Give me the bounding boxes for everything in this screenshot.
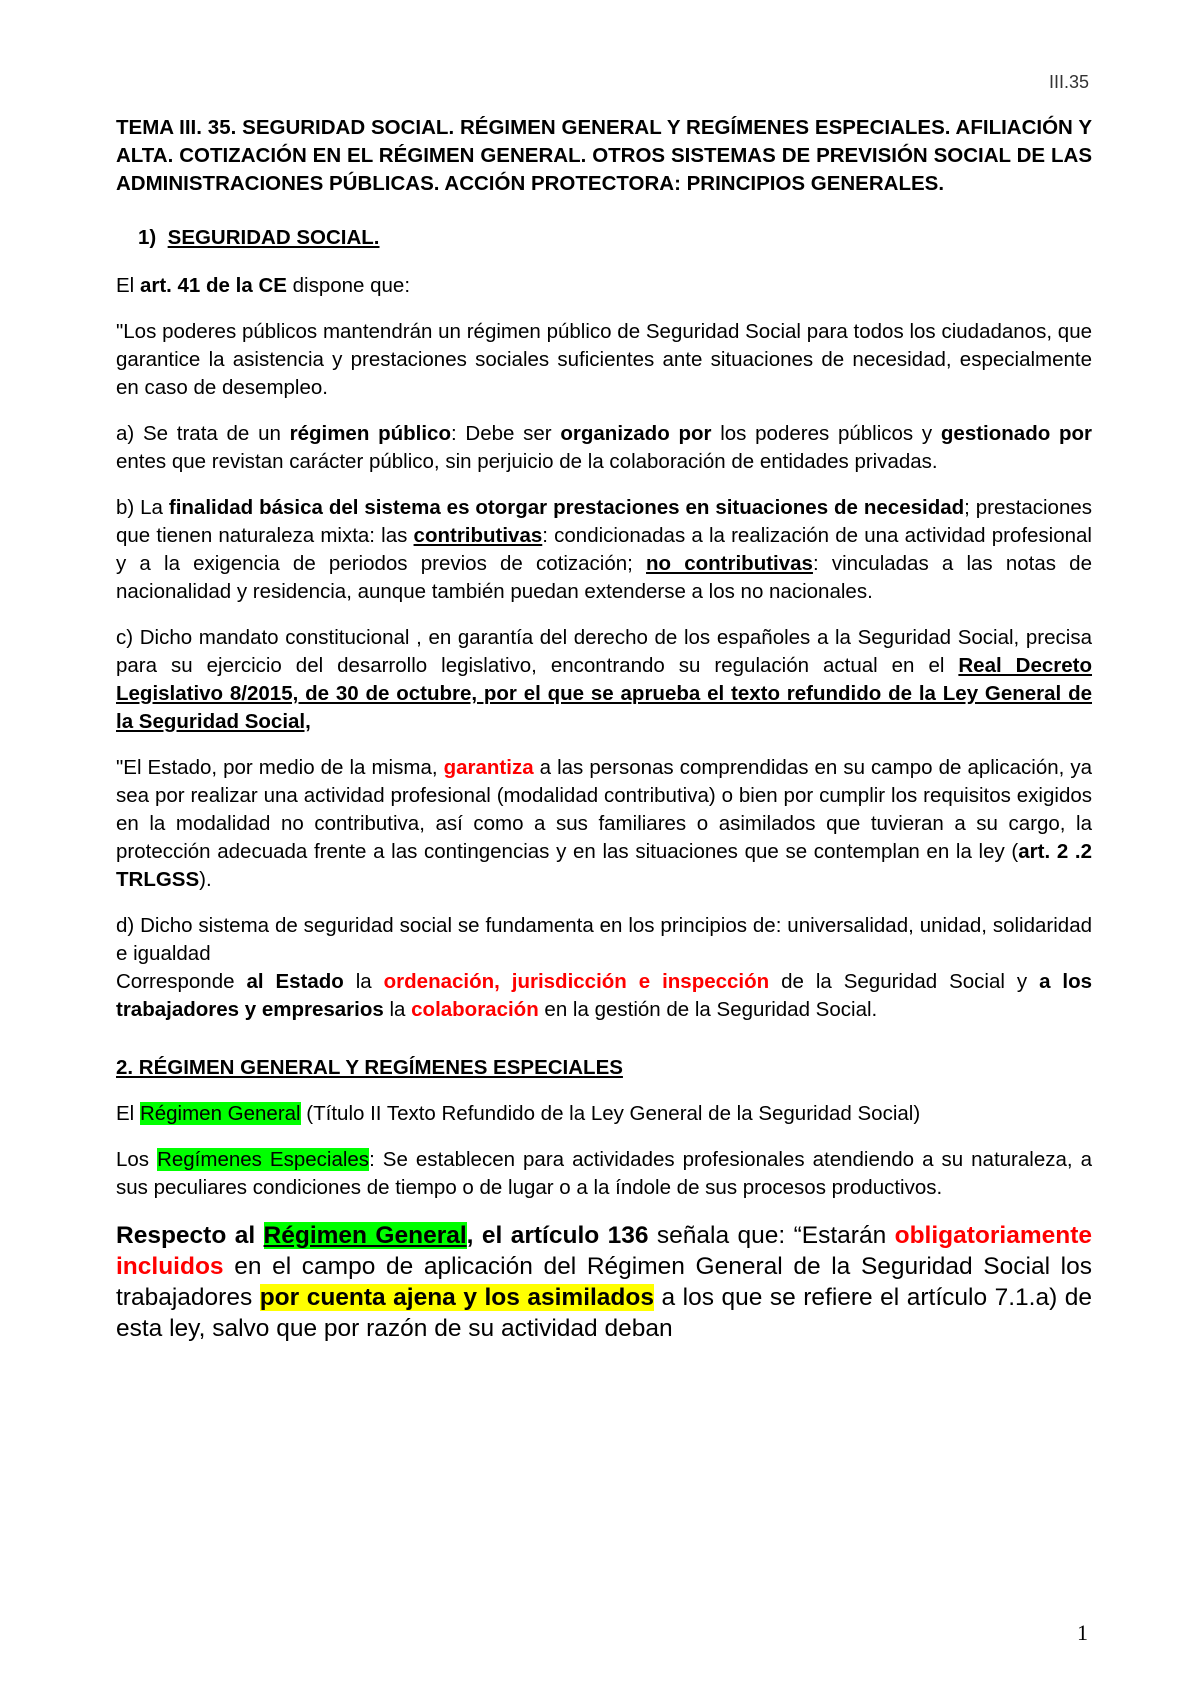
- document-body: [116, 114, 1092, 1362]
- law-reference: Real Decreto Legislativo 8/2015, de 30 de octubre, por el que se aprueba el texto refundido de la Ley General de la Seguridad Social,: [116, 654, 1092, 733]
- section-1-heading: [138, 224, 1092, 252]
- document-title: TEMA III. 35. SEGURIDAD SOCIAL. RÉGIMEN GENERAL Y REGÍMENES ESPECIALES. AFILIACIÓN Y ALTA. COTIZACIÓN EN EL RÉGIMEN GENERAL. OTROS SISTEMAS DE PREVISIÓN SOCIAL DE LAS ADMINISTRACIONES PÚBLICAS. ACCIÓN PROTECTORA: PRINCIPIOS GENERALES.: [116, 116, 1092, 195]
- state-quote: "El Estado, por medio de la misma, garantiza a las personas comprendidas en su campo de aplicación, ya sea por realizar una actividad profesional (modalidad contributiva) o bien por cumplir los requisitos exigidos en la modalidad no contributiva, así como a sus familiares o asimilados que tuvieran a su cargo, la protección adecuada frente a las contingencias y en las situaciones que se contemplan en la ley (art. 2 .2 TRLGSS).: [116, 756, 1093, 891]
- regimenes-especiales-paragraph: Los Regímenes Especiales: Se establecen para actividades profesionales atendiendo a su naturaleza, a sus peculiares condiciones de tiempo o de lugar o a la índole de sus procesos productivos.: [116, 1148, 1092, 1199]
- section-1-number: 1): [138, 226, 157, 249]
- header-reference: III.35: [1048, 72, 1089, 92]
- paragraph-d: d) Dicho sistema de seguridad social se fundamenta en los principios de: universalidad, unidad, solidaridad e igualdad: [116, 914, 1092, 965]
- section-2-heading: 2. RÉGIMEN GENERAL Y REGÍMENES ESPECIALES: [116, 1056, 623, 1079]
- paragraph-a: a) Se trata de un régimen público: Debe ser organizado por los poderes públicos y gestionado por entes que revistan carácter público, sin perjuicio de la colaboración de entidades privadas.: [116, 422, 1092, 473]
- article-136-paragraph: Respecto al Régimen General, el artículo 136 señala que: “Estarán obligatoriamente incluidos en el campo de aplicación del Régimen General de la Seguridad Social los trabajadores por cuenta ajena y los asimilados a los que se refiere el artículo 7.1.a) de esta ley, salvo que por razón de su actividad deban: [116, 1222, 1093, 1342]
- paragraph-c: c) Dicho mandato constitucional , en garantía del derecho de los españoles a la Seguridad Social, precisa para su ejercicio del desarrollo legislativo, encontrando su regulación actual en el Real Decreto Legislativo 8/2015, de 30 de octubre, por el que se aprueba el texto refundido de la Ley General de la Seguridad Social,: [116, 626, 1092, 733]
- constitution-quote: "Los poderes públicos mantendrán un régimen público de Seguridad Social para todos los ciudadanos, que garantice la asistencia y prestaciones sociales suficientes ante situaciones de necesidad, especialmente en caso de desempleo.: [116, 320, 1092, 399]
- paragraph-corresponde: Corresponde al Estado la ordenación, jurisdicción e inspección de la Seguridad Social y a los trabajadores y empresarios la colaboración en la gestión de la Seguridad Social.: [116, 970, 1093, 1021]
- section-1-title: SEGURIDAD SOCIAL.: [167, 226, 380, 249]
- paragraph-b: b) La finalidad básica del sistema es otorgar prestaciones en situaciones de necesidad; prestaciones que tienen naturaleza mixta: las contributivas: condicionadas a la realización de una actividad profesional y a la exigencia de periodos previos de cotización; no contributivas: vinculadas a las notas de nacionalidad y residencia, aunque también puedan extenderse a los no nacionales.: [116, 496, 1093, 603]
- page-number: 1: [1077, 1620, 1088, 1645]
- intro-paragraph: El art. 41 de la CE dispone que:: [116, 274, 411, 297]
- regimen-general-paragraph: El Régimen General (Título II Texto Refundido de la Ley General de la Seguridad Social): [116, 1102, 921, 1125]
